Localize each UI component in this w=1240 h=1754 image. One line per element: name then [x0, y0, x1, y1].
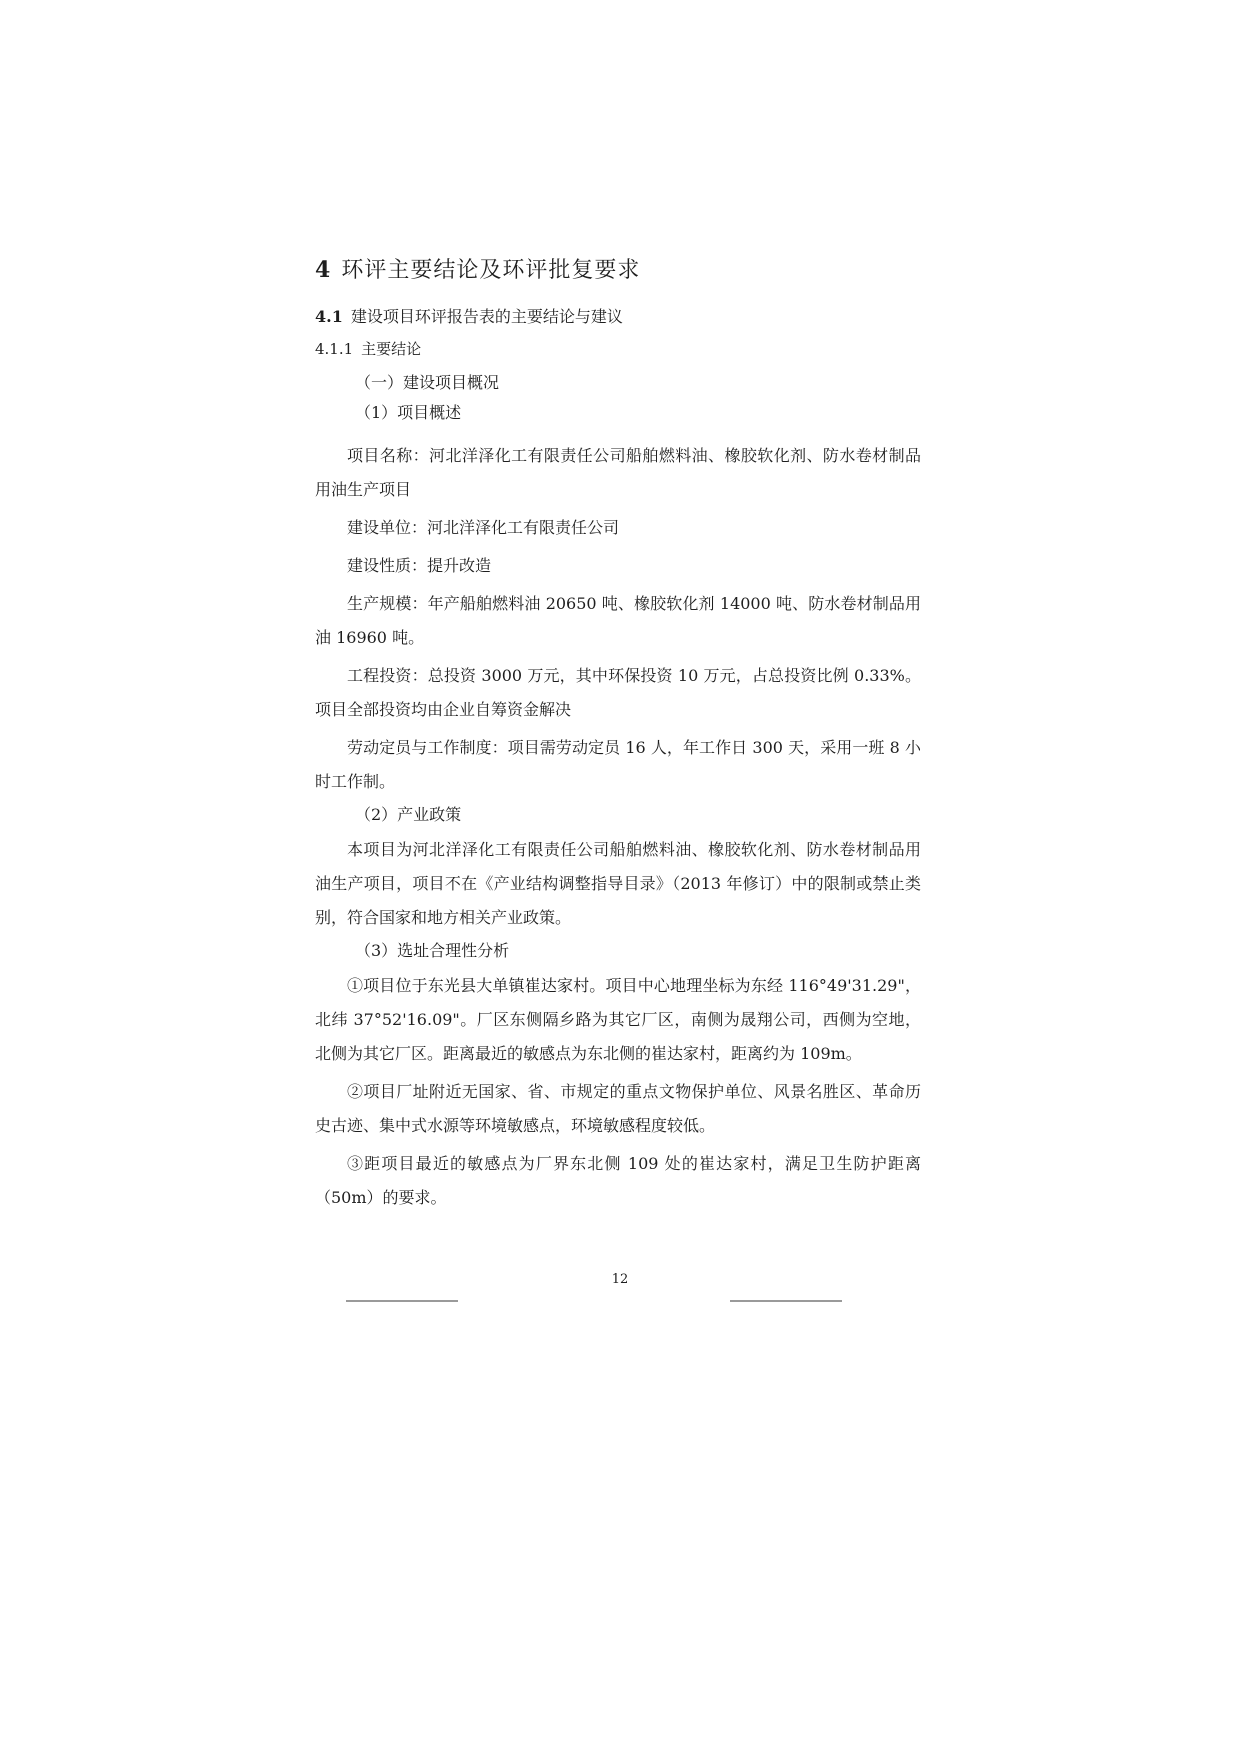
- heading-level-3: [315, 337, 921, 361]
- paragraph-protection-distance: ③距项目最近的敏感点为厂界东北侧 109 处的崔达家村，满足卫生防护距离（50m）的要求。: [315, 1154, 921, 1207]
- heading-2-text: 建设项目环评报告表的主要结论与建议: [350, 307, 623, 326]
- paragraph-industrial-policy: 本项目为河北洋泽化工有限责任公司船舶燃料油、橡胶软化剂、防水卷材制品用油生产项目，项目不在《产业结构调整指导目录》（2013 年修订）中的限制或禁止类别，符合国家和地方相关产业政策。: [315, 840, 921, 927]
- scan-artifact-line-right: [730, 1300, 842, 1302]
- heading-level-1: [315, 254, 921, 287]
- heading-3-text: 主要结论: [361, 340, 422, 358]
- paragraph-site-location: ①项目位于东光县大单镇崔达家村。项目中心地理坐标为东经 116°49'31.29"，北纬 37°52'16.09"。厂区东侧隔乡路为其它厂区，南侧为晟翔公司，西侧为空地，北侧为其它厂区。距离最近的敏感点为东北侧的崔达家村，距离约为 109m。: [315, 976, 921, 1063]
- heading-1-number: 4: [315, 257, 332, 283]
- subsection-title-industrial-policy: （2）产业政策: [355, 805, 462, 824]
- paragraph-site-sensitivity: ②项目厂址附近无国家、省、市规定的重点文物保护单位、风景名胜区、革命历史古迹、集中式水源等环境敏感点，环境敏感程度较低。: [315, 1082, 921, 1135]
- heading-3-number: 4.1.1: [315, 340, 354, 358]
- heading-1-text: 环评主要结论及环评批复要求: [341, 258, 641, 283]
- heading-2-number: 4.1: [315, 307, 343, 326]
- paragraph-project-name: 项目名称：河北洋泽化工有限责任公司船舶燃料油、橡胶软化剂、防水卷材制品用油生产项目: [315, 446, 921, 499]
- section-title-overview: （一）建设项目概况: [355, 373, 500, 392]
- page-number: 12: [611, 1272, 629, 1287]
- paragraph-investment: 工程投资：总投资 3000 万元，其中环保投资 10 万元，占总投资比例 0.33%。项目全部投资均由企业自筹资金解决: [315, 666, 921, 719]
- subsection-title-site-analysis: （3）选址合理性分析: [355, 941, 510, 960]
- subsection-title-project-summary: （1）项目概述: [355, 403, 462, 422]
- paragraph-construction-nature: 建设性质：提升改造: [347, 556, 492, 575]
- paragraph-construction-unit: 建设单位：河北洋泽化工有限责任公司: [347, 518, 620, 537]
- page-content: [315, 254, 921, 1219]
- heading-level-2: [315, 305, 921, 329]
- paragraph-staffing: 劳动定员与工作制度：项目需劳动定员 16 人，年工作日 300 天，采用一班 8 小时工作制。: [315, 738, 921, 791]
- paragraph-production-scale: 生产规模：年产船舶燃料油 20650 吨、橡胶软化剂 14000 吨、防水卷材制品用油 16960 吨。: [315, 594, 921, 647]
- scan-artifact-line-left: [346, 1300, 458, 1302]
